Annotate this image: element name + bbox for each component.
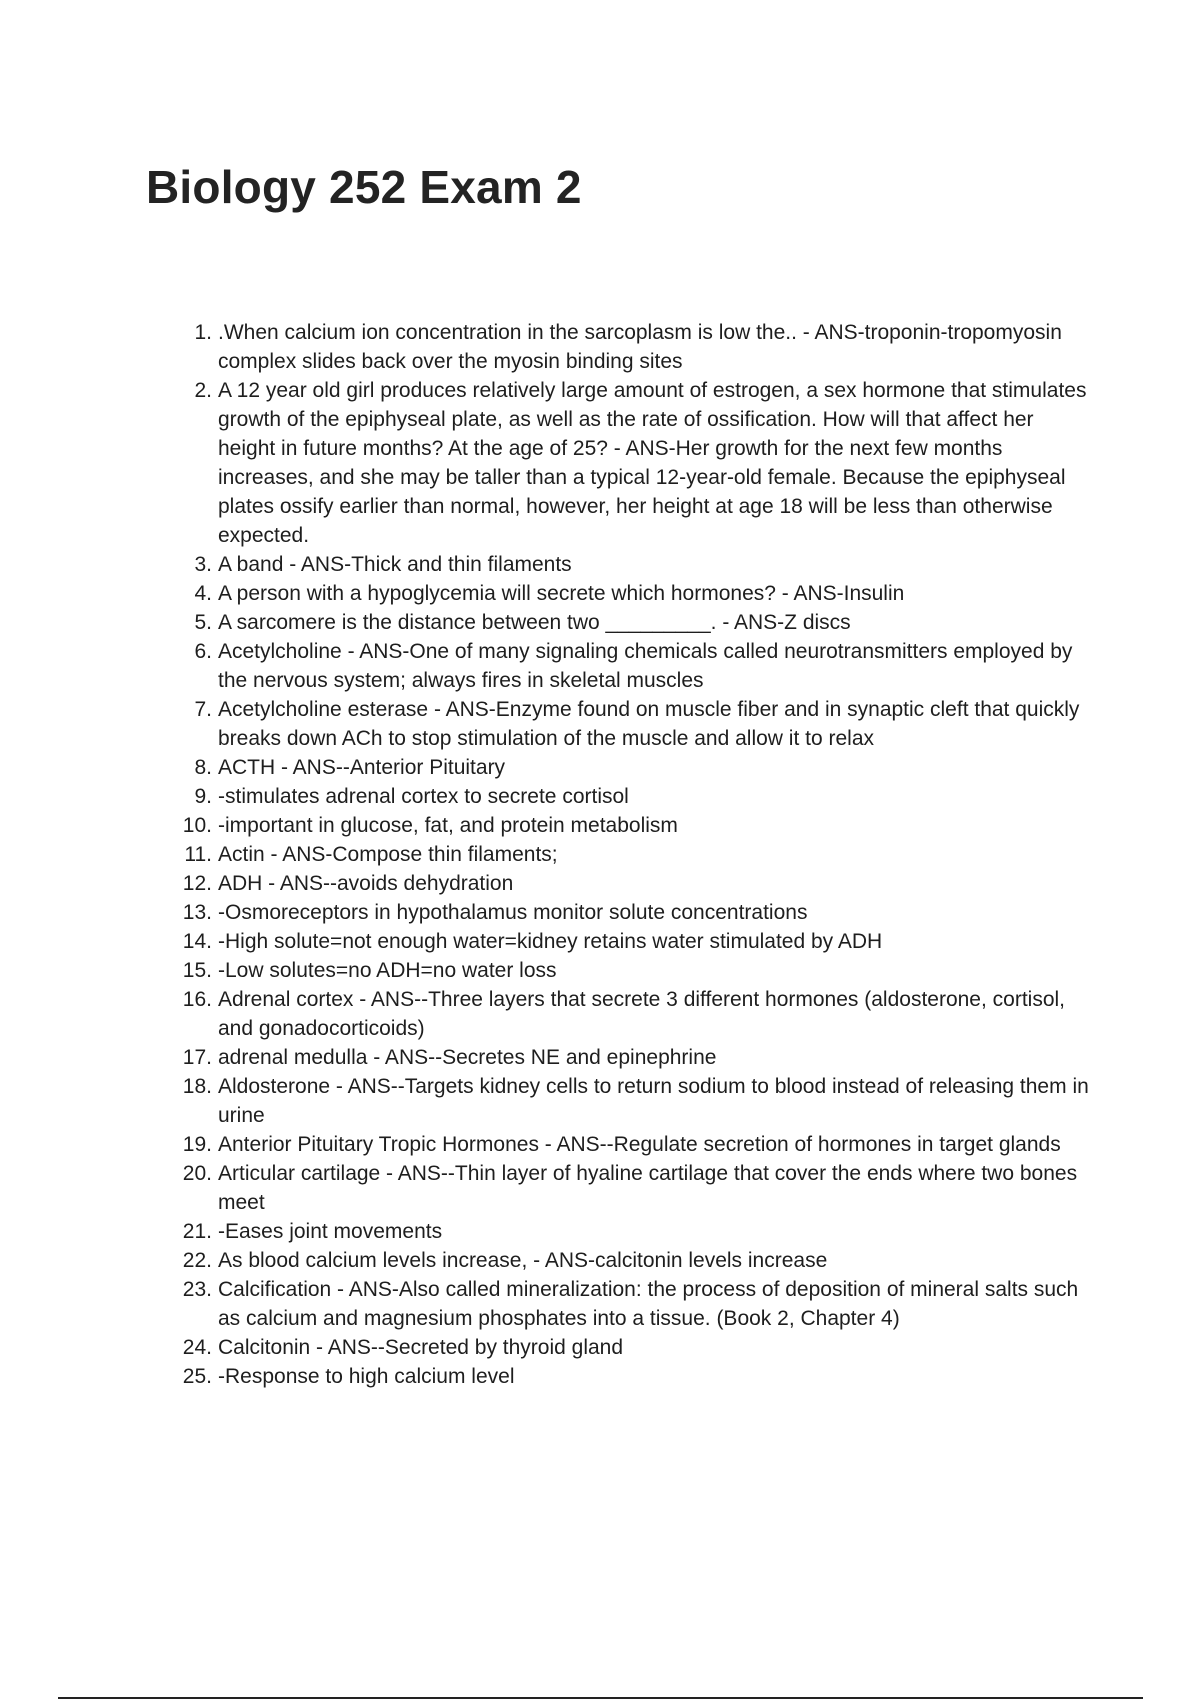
item-number: 23. (182, 1278, 212, 1301)
question-answer-list (0, 318, 1200, 1391)
item-number: 12. (182, 872, 212, 895)
item-text: Anterior Pituitary Tropic Hormones - ANS--Regulate secretion of hormones in target glands (218, 1133, 1061, 1156)
item-text: adrenal medulla - ANS--Secretes NE and epinephrine (218, 1046, 717, 1069)
item-number: 19. (182, 1133, 212, 1156)
item-number: 18. (182, 1075, 212, 1098)
item-text: Acetylcholine - ANS-One of many signaling chemicals called neurotransmitters employed by the nervous system; always fires in skeletal muscles (218, 640, 1073, 692)
item-text: -Response to high calcium level (218, 1365, 515, 1388)
item-text: .When calcium ion concentration in the sarcoplasm is low the.. - ANS-troponin-tropomyosin complex slides back over the myosin binding sites (218, 321, 1062, 373)
list-item (0, 1362, 1200, 1391)
list-item (0, 550, 1200, 579)
item-text: A person with a hypoglycemia will secrete which hormones? - ANS-Insulin (218, 582, 905, 605)
item-number: 6. (194, 640, 212, 663)
item-number: 25. (182, 1365, 212, 1388)
item-text: -Osmoreceptors in hypothalamus monitor solute concentrations (218, 901, 808, 924)
list-item (0, 753, 1200, 782)
item-number: 17. (182, 1046, 212, 1069)
item-number: 11. (184, 843, 212, 866)
item-text: ACTH - ANS--Anterior Pituitary (218, 756, 506, 779)
item-text: As blood calcium levels increase, - ANS-calcitonin levels increase (218, 1249, 828, 1272)
page-title: Biology 252 Exam 2 (146, 161, 582, 213)
item-text: Aldosterone - ANS--Targets kidney cells to return sodium to blood instead of releasing them in urine (218, 1075, 1089, 1127)
list-item (0, 1043, 1200, 1072)
item-number: 4. (194, 582, 212, 605)
list-item (0, 637, 1200, 695)
item-number: 9. (194, 785, 212, 808)
list-item (0, 985, 1200, 1043)
list-item (0, 1130, 1200, 1159)
list-item (0, 1159, 1200, 1217)
list-item (0, 956, 1200, 985)
item-number: 20. (182, 1162, 212, 1185)
list-item (0, 1072, 1200, 1130)
item-number: 16. (182, 988, 212, 1011)
item-number: 13. (182, 901, 212, 924)
list-item (0, 1333, 1200, 1362)
item-text: A sarcomere is the distance between two _________. - ANS-Z discs (218, 611, 851, 634)
list-item (0, 1217, 1200, 1246)
list-item (0, 579, 1200, 608)
list-item (0, 1246, 1200, 1275)
item-number: 15. (182, 959, 212, 982)
list-item (0, 898, 1200, 927)
item-number: 24. (182, 1336, 212, 1359)
item-text: -important in glucose, fat, and protein metabolism (218, 814, 678, 837)
item-text: Acetylcholine esterase - ANS-Enzyme found on muscle fiber and in synaptic cleft that quickly breaks down ACh to stop stimulation of the muscle and allow it to relax (218, 698, 1080, 750)
item-number: 7. (194, 698, 212, 721)
page-bottom-divider (58, 1697, 1143, 1699)
item-text: Calcitonin - ANS--Secreted by thyroid gland (218, 1336, 624, 1359)
item-number: 10. (182, 814, 212, 837)
item-text: ADH - ANS--avoids dehydration (218, 872, 514, 895)
list-item (0, 869, 1200, 898)
item-text: Calcification - ANS-Also called mineralization: the process of deposition of mineral salts such as calcium and magnesium phosphates into a tissue. (Book 2, Chapter 4) (218, 1278, 1079, 1330)
list-item (0, 927, 1200, 956)
item-text: -High solute=not enough water=kidney retains water stimulated by ADH (218, 930, 883, 953)
item-number: 3. (194, 553, 212, 576)
list-item (0, 695, 1200, 753)
item-number: 8. (194, 756, 212, 779)
item-text: -Low solutes=no ADH=no water loss (218, 959, 557, 982)
list-item (0, 1275, 1200, 1333)
item-text: -stimulates adrenal cortex to secrete cortisol (218, 785, 629, 808)
list-item (0, 318, 1200, 376)
item-text: Actin - ANS-Compose thin filaments; (218, 843, 558, 866)
list-item (0, 811, 1200, 840)
item-number: 1. (194, 321, 212, 344)
item-number: 5. (194, 611, 212, 634)
list-item (0, 608, 1200, 637)
list-item (0, 840, 1200, 869)
item-text: Articular cartilage - ANS--Thin layer of hyaline cartilage that cover the ends where two bones meet (218, 1162, 1078, 1214)
list-item (0, 782, 1200, 811)
item-number: 22. (182, 1249, 212, 1272)
item-text: A 12 year old girl produces relatively large amount of estrogen, a sex hormone that stimulates growth of the epiphyseal plate, as well as the rate of ossification. How will that affect her height in future months? At the age of 25? - ANS-Her growth for the next few months increases, and she may be taller than a typical 12-year-old female. Because the epiphyseal plates ossify earlier than normal, however, her height at age 18 will be less than otherwise expected. (218, 379, 1087, 547)
list-item (0, 376, 1200, 550)
item-number: 21. (182, 1220, 212, 1243)
item-text: -Eases joint movements (218, 1220, 443, 1243)
item-text: Adrenal cortex - ANS--Three layers that secrete 3 different hormones (aldosterone, cortisol, and gonadocorticoids) (218, 988, 1066, 1040)
item-text: A band - ANS-Thick and thin filaments (218, 553, 572, 576)
item-number: 2. (194, 379, 212, 402)
item-number: 14. (182, 930, 212, 953)
